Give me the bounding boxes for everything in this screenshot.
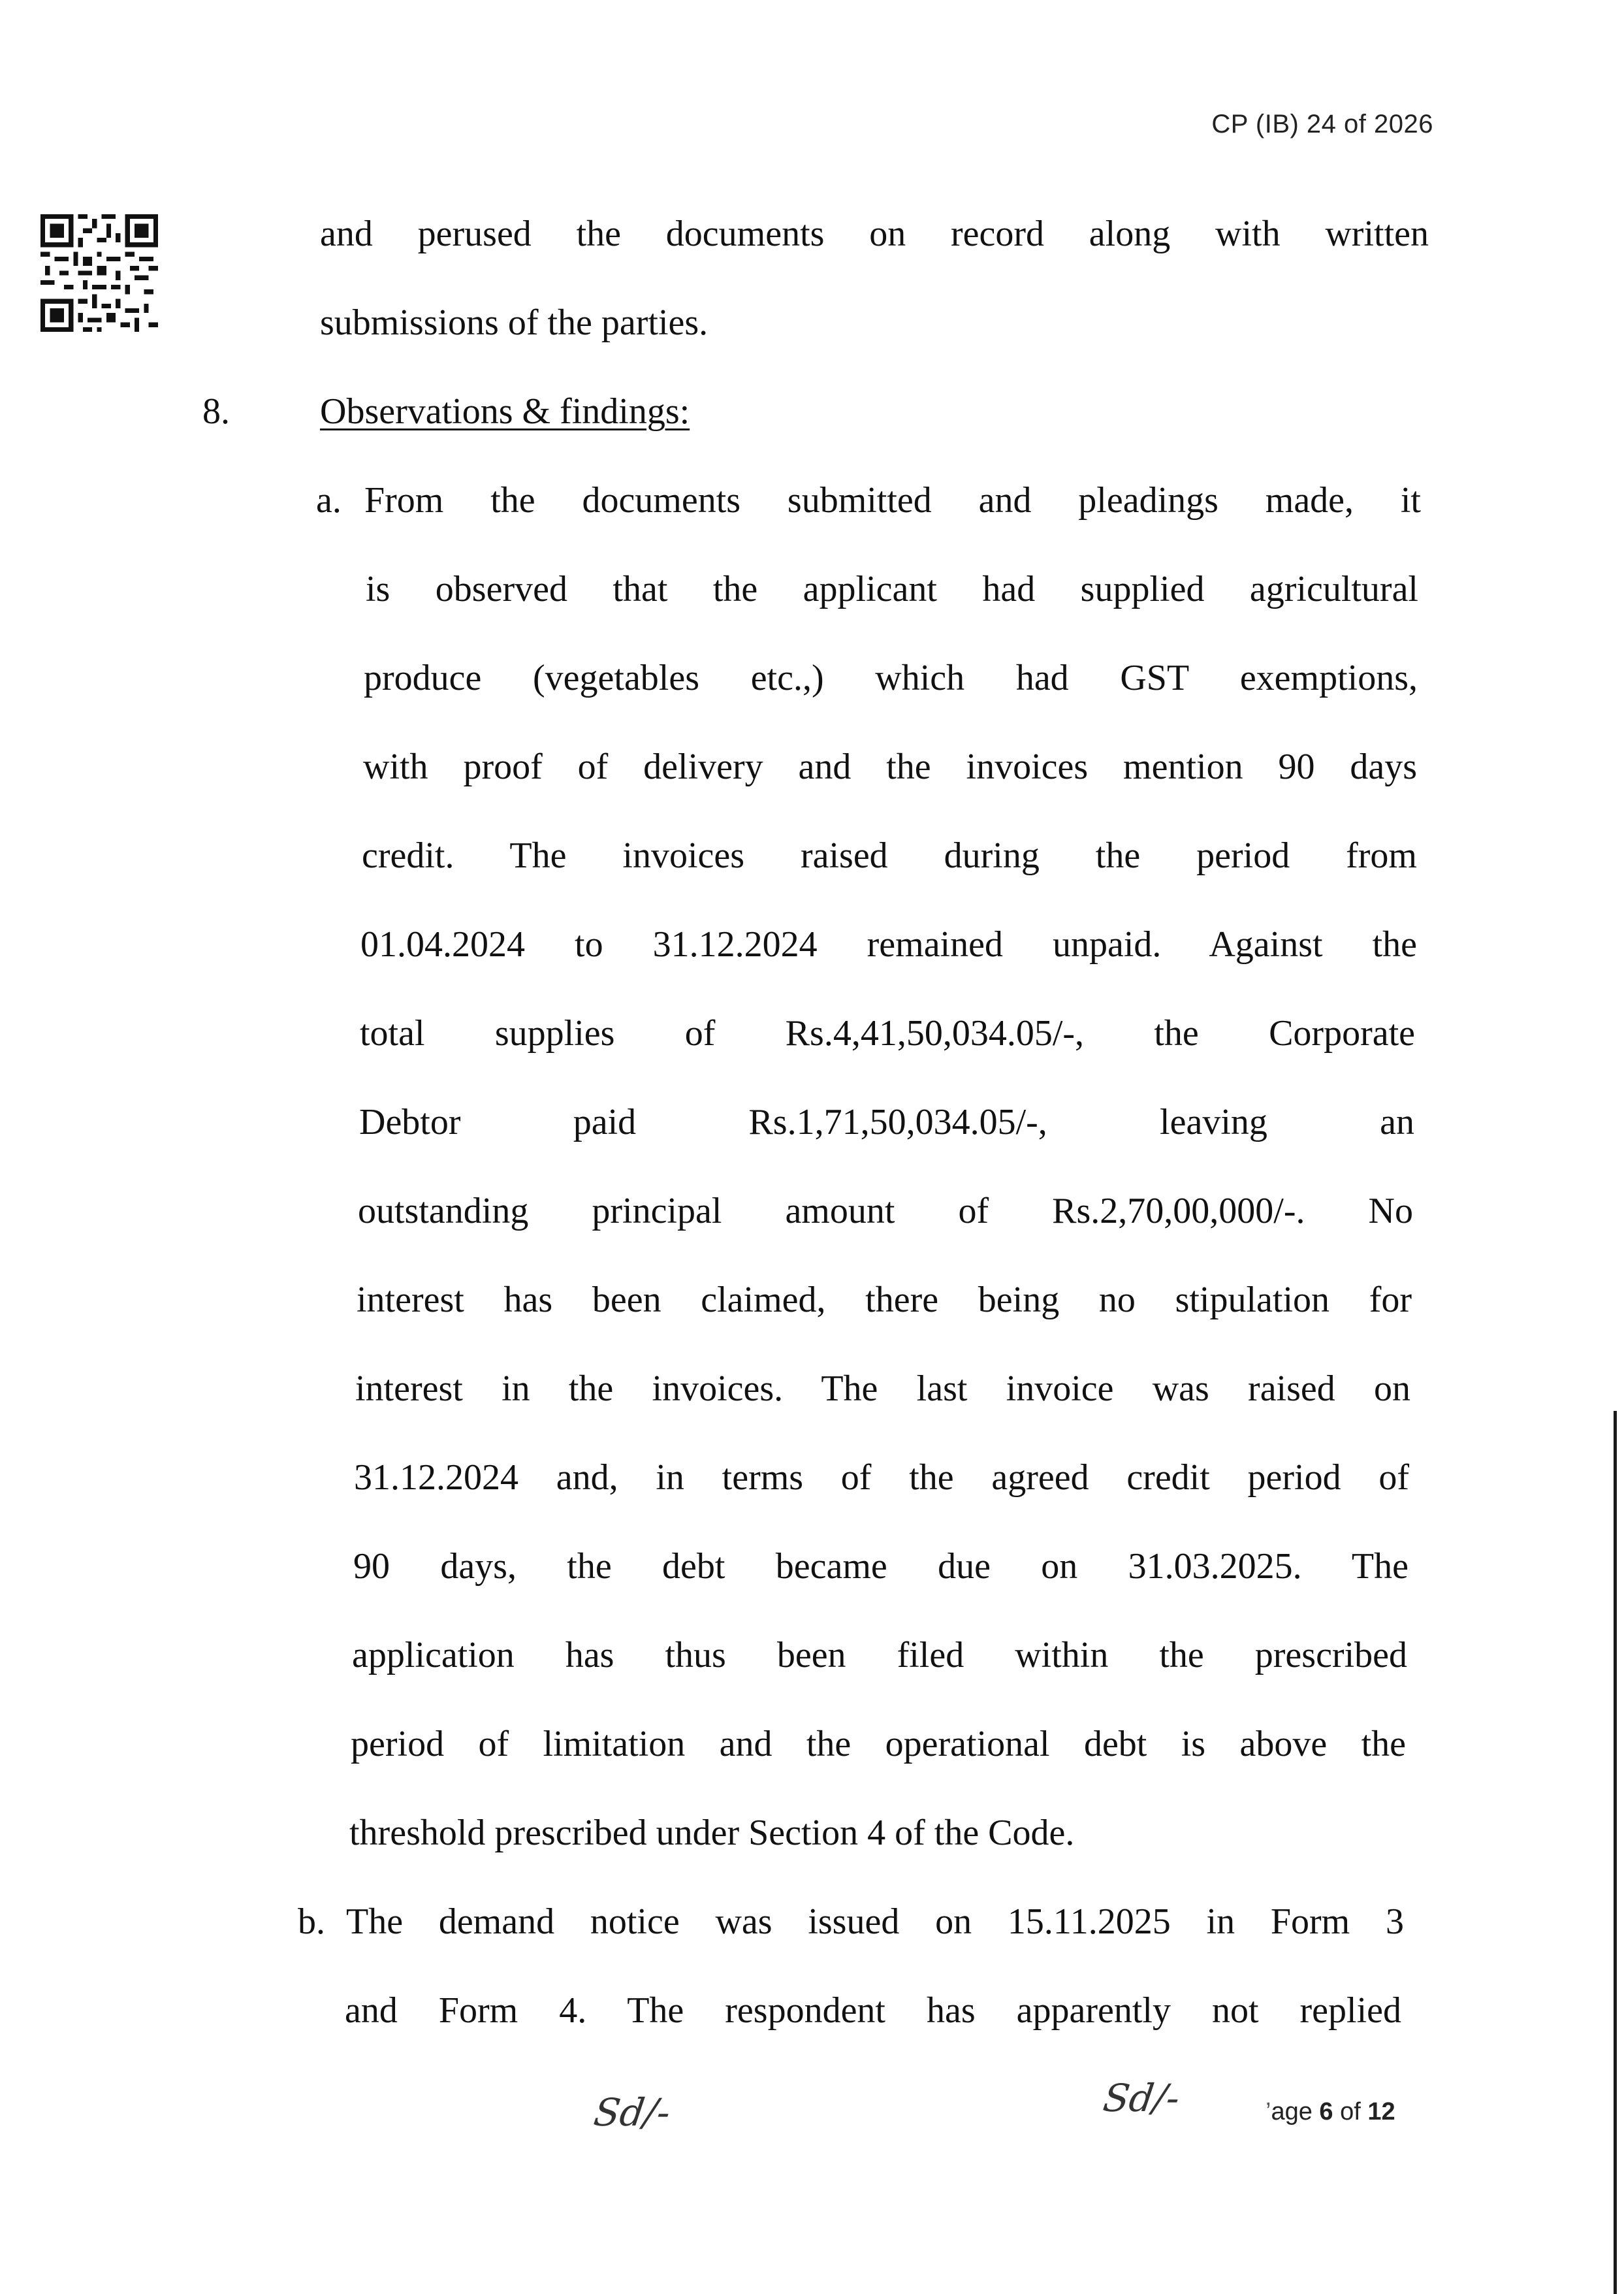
text-line: period of limitation and the operational debt is above the: [351, 1724, 1406, 1764]
text-line: interest has been claimed, there being no stipulation for: [357, 1280, 1412, 1320]
text-line: Debtor paid Rs.1,71,50,034.05/-, leaving an: [359, 1102, 1414, 1142]
section-heading: Observations & findings:: [320, 391, 690, 432]
qr-code-icon: [40, 214, 158, 332]
text-line: 90 days, the debt became due on 31.03.2025. The: [353, 1546, 1409, 1587]
text-line: 01.04.2024 to 31.12.2024 remained unpaid. Against the: [360, 924, 1417, 965]
signature-left: Sd/-: [591, 2090, 673, 2135]
text-line: total supplies of Rs.4,41,50,034.05/-, the Corporate: [360, 1013, 1415, 1054]
text-line: is observed that the applicant had supplied agricultural: [366, 569, 1418, 609]
scan-edge-divider: [1614, 1411, 1617, 2294]
signature-right: Sd/-: [1100, 2076, 1183, 2120]
text-line: 31.12.2024 and, in terms of the agreed credit period of: [354, 1457, 1409, 1498]
item-marker: b.: [298, 1901, 325, 1942]
text-line: The demand notice was issued on 15.11.2025 in Form 3: [346, 1901, 1404, 1942]
text-line: interest in the invoices. The last invoice was raised on: [355, 1368, 1410, 1409]
case-number: CP (IB) 24 of 2026: [1211, 110, 1433, 138]
text-line: threshold prescribed under Section 4 of the Code.: [349, 1813, 1075, 1853]
text-line: From the documents submitted and pleadings made, it: [364, 480, 1421, 521]
text-line: application has thus been filed within the prescribed: [352, 1635, 1407, 1675]
page-label: age: [1271, 2098, 1313, 2125]
section-number: 8.: [202, 391, 230, 432]
text-line: credit. The invoices raised during the period from: [362, 835, 1417, 876]
text-line: and Form 4. The respondent has apparently not replied: [345, 1990, 1401, 2031]
text-line: and perused the documents on record along with written: [320, 214, 1429, 254]
text-line: submissions of the parties.: [320, 302, 709, 343]
text-line: with proof of delivery and the invoices mention 90 days: [363, 747, 1417, 787]
total-pages: 12: [1367, 2098, 1395, 2125]
page-number: ’age 6 of 12: [1266, 2098, 1395, 2125]
text-line: produce (vegetables etc.,) which had GST exemptions,: [364, 658, 1418, 698]
item-marker: a.: [316, 480, 342, 521]
text-line: outstanding principal amount of Rs.2,70,00,000/-. No: [358, 1191, 1413, 1231]
current-page: 6: [1319, 2098, 1333, 2125]
of-label: of: [1340, 2098, 1361, 2125]
